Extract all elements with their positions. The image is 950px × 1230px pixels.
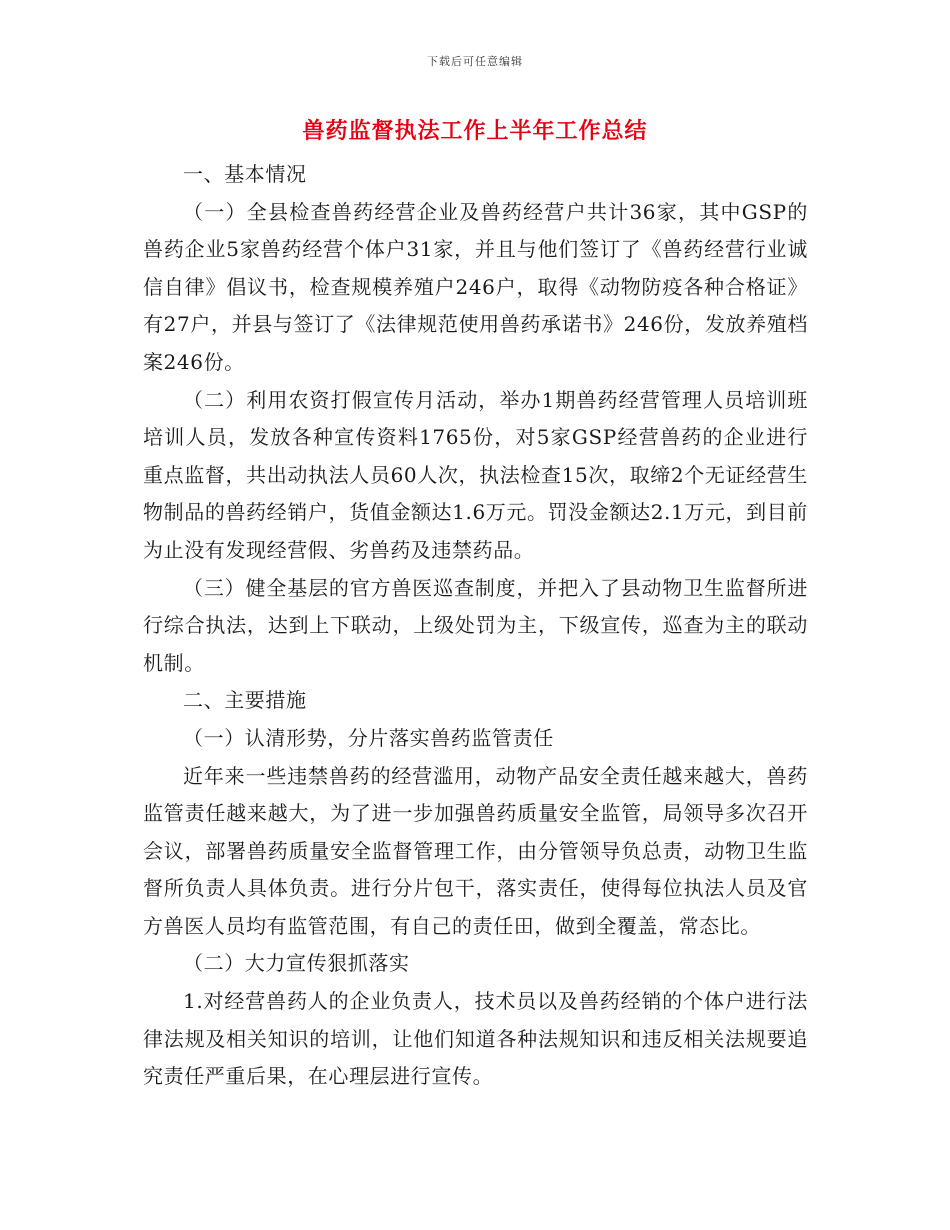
paragraph-responsibility-detail: 近年来一些违禁兽药的经营滥用，动物产品安全责任越来越大，兽药监管责任越来越大，为了进一步加强兽药质量安全监管，局领导多次召开会议，部署兽药质量安全监督管理工作，由分管领导负总责，动物卫生监督所负责人具体负责。进行分片包干，落实责任，使得每位执法人员及官方兽医人员均有监管范围，有自己的责任田，做到全覆盖，常态比。 xyxy=(143,763,808,938)
paragraph-campaign-activities: （二）利用农资打假宣传月活动，举办1期兽药经营管理人员培训班培训人员，发放各种宣传资料1765份，对5家GSP经营兽药的企业进行重点监督，共出动执法人员60人次，执法检查15次，取缔2个无证经营生物制品的兽药经销户，货值金额达1.6万元。罚没金额达2.1万元，到目前为止没有发现经营假、劣兽药及违禁药品。 xyxy=(143,387,808,562)
section-heading-main-measures: 二、主要措施 xyxy=(183,688,307,713)
subheading-publicity: （二）大力宣传狠抓落实 xyxy=(183,951,410,976)
section-heading-basic-situation: 一、基本情况 xyxy=(183,162,307,186)
document-body xyxy=(143,156,808,1096)
paragraph-patrol-system: （三）健全基层的官方兽医巡查制度，并把入了县动物卫生监督所进行综合执法，达到上下联动，上级处罚为主，下级宣传，巡查为主的联动机制。 xyxy=(143,575,808,675)
paragraph-inspection-summary: （一）全县检查兽药经营企业及兽药经营户共计36家，其中GSP的兽药企业5家兽药经营个体户31家，并且与他们签订了《兽药经营行业诚信自律》倡议书，检查规模养殖户246户，取得《动物防疫各种合格证》有27户，并县与签订了《法律规范使用兽药承诺书》246份，发放养殖档案246份。 xyxy=(143,199,808,374)
paragraph-training: 1.对经营兽药人的企业负责人，技术员以及兽药经销的个体户进行法律法规及相关知识的培训，让他们知道各种法规知识和违反相关法规要追究责任严重后果，在心理层进行宣传。 xyxy=(143,989,808,1089)
subheading-responsibility: （一）认清形势，分片落实兽药监管责任 xyxy=(183,725,554,750)
document-title: 兽药监督执法工作上半年工作总结 xyxy=(302,118,648,144)
page-header-note: 下载后可任意编辑 xyxy=(427,55,523,68)
